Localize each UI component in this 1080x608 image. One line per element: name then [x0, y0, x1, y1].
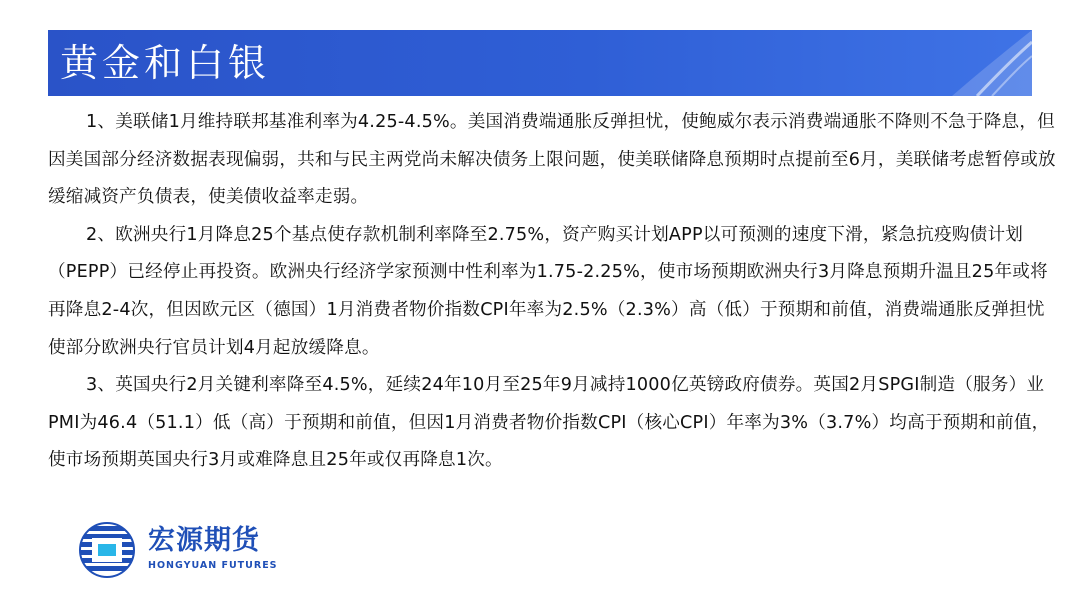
logo-name-cn: 宏源期货: [148, 525, 260, 556]
hongyuan-logo-icon: [76, 522, 138, 578]
page-title: 黄金和白银: [60, 41, 271, 85]
title-swoosh-decoration: [892, 30, 1032, 96]
paragraph-ecb: 2、欧洲央行1月降息25个基点使存款机制利率降至2.75%，资产购买计划APP以可预测的速度下滑，紧急抗疫购债计划（PEPP）已经停止再投资。欧洲央行经济学家预测中性利率为1.75-2.25%，使市场预期欧洲央行3月降息预期升温且25年或将再降息2-4次，但因欧元区（德国）1月消费者物价指数CPI年率为2.5%（2.3%）高（低）于预期和前值，消费端通胀反弹担忧使部分欧洲央行官员计划4月起放缓降息。: [48, 224, 1048, 358]
paragraph-fed: 1、美联储1月维持联邦基准利率为4.25-4.5%。美国消费端通胀反弹担忧，使鲍威尔表示消费端通胀不降则不急于降息，但因美国部分经济数据表现偏弱，共和与民主两党尚未解决债务上限问题，使美联储降息预期时点提前至6月，美联储考虑暂停或放缓缩减资产负债表，使美债收益率走弱。: [48, 112, 1056, 208]
title-bar: [48, 30, 1032, 96]
paragraph-boe: 3、英国央行2月关键利率降至4.5%，延续24年10月至25年9月减持1000亿英镑政府债券。英国2月SPGI制造（服务）业PMI为46.4（51.1）低（高）于预期和前值，但因1月消费者物价指数CPI（核心CPI）年率为3%（3.7%）均高于预期和前值，使市场预期英国央行3月或难降息且25年或仅再降息1次。: [48, 375, 1050, 471]
company-logo: [76, 520, 316, 580]
content-body: [48, 104, 1058, 480]
logo-name-en: HONGYUAN FUTURES: [148, 560, 278, 571]
